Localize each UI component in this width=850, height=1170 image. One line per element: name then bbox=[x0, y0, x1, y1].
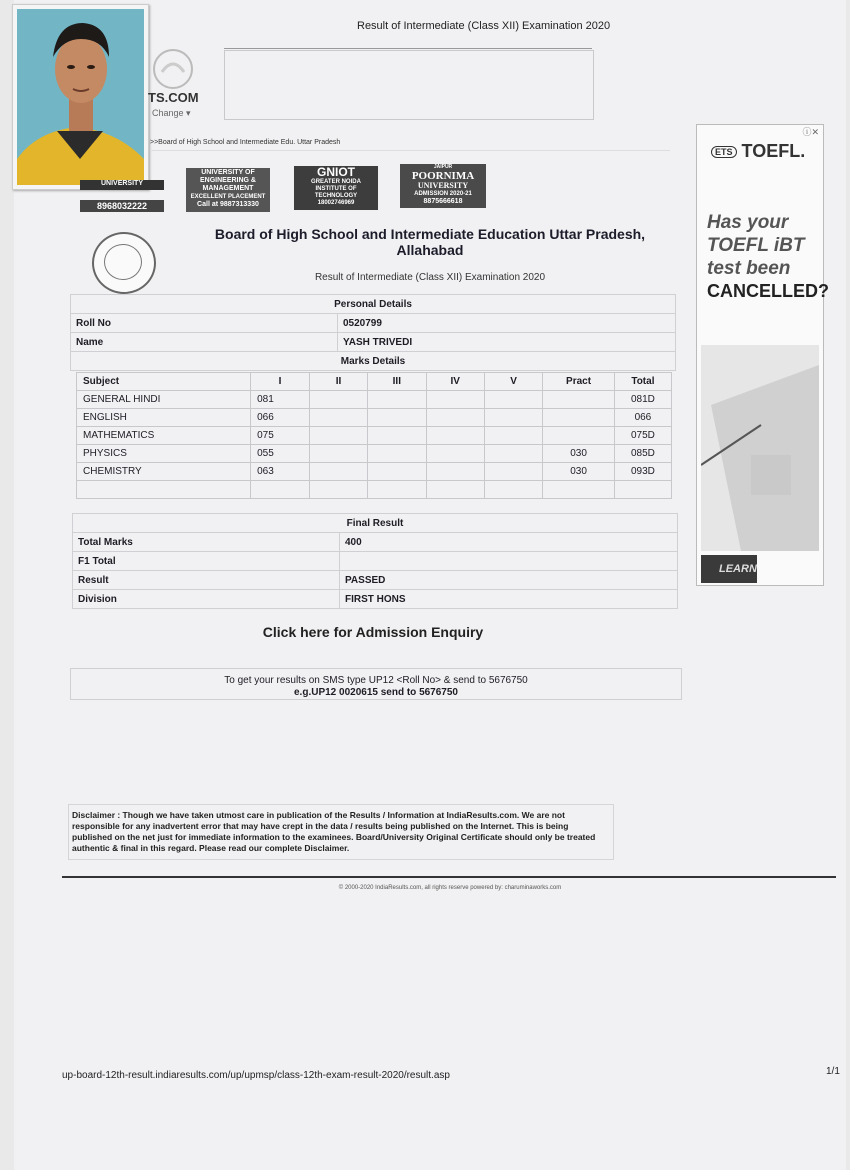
board-title-line1: Board of High School and Intermediate Education Uttar Pradesh, bbox=[214, 226, 646, 242]
breadcrumb[interactable]: >>Board of High School and Intermediate Edu. Uttar Pradesh bbox=[150, 139, 341, 146]
disclaimer-box: Disclaimer : Though we have taken utmost care in publication of the Results / Information at IndiaResults.com. We are not responsible for any inadvertent error that may have crept in the data / results being published on the Internet. This is being published on the net just for immediate information to the examinees. Board/University Original Certificate should only be treated authentic & final in this regard. Please read our complete Disclaimer. bbox=[68, 804, 614, 860]
ad-close-icon[interactable]: ⓘ✕ bbox=[802, 127, 819, 137]
division-value: FIRST HONS bbox=[340, 590, 678, 609]
total-marks-value: 400 bbox=[340, 533, 678, 552]
page-number: 1/1 bbox=[826, 1066, 840, 1077]
final-heading: Final Result bbox=[73, 514, 678, 533]
engineering-banner[interactable] bbox=[186, 168, 270, 212]
ad-headline bbox=[707, 211, 829, 303]
exam-subtitle: Result of Intermediate (Class XII) Examination 2020 bbox=[314, 272, 546, 283]
site-logo-icon bbox=[150, 48, 196, 95]
subject-cell: ENGLISH bbox=[77, 409, 251, 427]
change-link[interactable]: Change ▾ bbox=[152, 108, 191, 118]
gniot-banner[interactable] bbox=[294, 166, 378, 210]
copyright-text: © 2000-2020 IndiaResults.com, all rights reserve powered by: charuminaworks.com bbox=[338, 885, 562, 891]
breadcrumb-divider bbox=[150, 150, 670, 151]
ad-learn-button[interactable]: LEARN bbox=[701, 555, 757, 583]
banner-text: ENGINEERING & bbox=[199, 177, 256, 184]
f1-total-label: F1 Total bbox=[73, 552, 340, 571]
f1-total-value bbox=[340, 552, 678, 571]
pract-cell bbox=[543, 391, 615, 409]
banner-phone: 8968032222 bbox=[80, 200, 164, 212]
banner-text: MANAGEMENT bbox=[202, 185, 254, 192]
banner-text: INSTITUTE OF bbox=[315, 186, 357, 192]
personal-heading: Personal Details bbox=[71, 295, 676, 314]
table-row bbox=[77, 463, 672, 481]
ad-headline-line: Has your bbox=[707, 212, 789, 233]
theory-cell: 066 bbox=[251, 409, 310, 427]
toefl-ad[interactable] bbox=[696, 124, 829, 586]
pract-cell bbox=[543, 427, 615, 445]
personal-details-section bbox=[70, 294, 676, 371]
total-marks-label: Total Marks bbox=[73, 533, 340, 552]
banner-phone: Call at 9887313330 bbox=[197, 201, 259, 208]
header-ad-box bbox=[224, 50, 594, 120]
banner-text: POORNIMA bbox=[411, 170, 475, 182]
ad-image bbox=[701, 345, 819, 551]
total-cell: 066 bbox=[614, 409, 671, 427]
roll-value: 0520799 bbox=[338, 314, 676, 333]
col-pract: Pract bbox=[543, 373, 615, 391]
col-iii: III bbox=[368, 373, 426, 391]
theory-cell: 075 bbox=[251, 427, 310, 445]
col-total: Total bbox=[614, 373, 671, 391]
sms-line1: To get your results on SMS type UP12 <Roll No> & send to 5676750 bbox=[224, 675, 528, 686]
subject-cell: CHEMISTRY bbox=[77, 463, 251, 481]
subject-cell: GENERAL HINDI bbox=[77, 391, 251, 409]
toefl-brand: TOEFL. bbox=[741, 141, 806, 161]
table-row bbox=[77, 409, 672, 427]
footer-divider bbox=[62, 876, 836, 878]
university-banner-1[interactable] bbox=[80, 180, 164, 212]
sms-line2: e.g.UP12 0020615 send to 5676750 bbox=[294, 687, 458, 698]
banner-phone: 18002746969 bbox=[317, 200, 355, 206]
banner-text: GREATER NOIDA bbox=[311, 179, 361, 185]
name-label: Name bbox=[71, 333, 338, 352]
banner-text: GNIOT bbox=[317, 165, 355, 179]
ad-headline-line: CANCELLED? bbox=[707, 281, 829, 301]
banner-text: UNIVERSITY OF bbox=[201, 169, 255, 176]
ad-headline-line: test been bbox=[707, 258, 791, 279]
marks-table bbox=[76, 372, 672, 499]
theory-cell: 063 bbox=[251, 463, 310, 481]
total-cell: 085D bbox=[614, 445, 671, 463]
division-label: Division bbox=[73, 590, 340, 609]
col-iv: IV bbox=[426, 373, 484, 391]
banner-text: TECHNOLOGY bbox=[314, 193, 358, 199]
site-brand: TS.COM bbox=[148, 90, 199, 105]
total-cell: 093D bbox=[614, 463, 671, 481]
total-cell: 075D bbox=[614, 427, 671, 445]
total-cell: 081D bbox=[614, 391, 671, 409]
table-row bbox=[77, 481, 672, 499]
toefl-logo bbox=[711, 141, 805, 162]
table-row bbox=[77, 445, 672, 463]
up-seal-icon bbox=[92, 232, 156, 294]
header-title: Result of Intermediate (Class XII) Examination 2020 bbox=[357, 20, 611, 32]
banner-text: EXCELLENT PLACEMENT bbox=[190, 194, 266, 200]
banner-text: JAIPUR bbox=[433, 164, 453, 170]
banner-text: ADMISSION 2020-21 bbox=[414, 191, 472, 197]
student-photo bbox=[12, 4, 149, 190]
name-value: YASH TRIVEDI bbox=[338, 333, 676, 352]
ets-logo: ETS bbox=[711, 146, 737, 158]
banner-text: UNIVERSITY bbox=[80, 180, 164, 190]
page-url: up-board-12th-result.indiaresults.com/up/upmsp/class-12th-exam-result-2020/result.asp bbox=[62, 1070, 450, 1081]
subject-cell: PHYSICS bbox=[77, 445, 251, 463]
board-title-line2: Allahabad bbox=[396, 242, 464, 258]
col-i: I bbox=[251, 373, 310, 391]
roll-label: Roll No bbox=[71, 314, 338, 333]
header-divider bbox=[224, 48, 592, 49]
final-result-section bbox=[72, 513, 678, 609]
theory-cell: 055 bbox=[251, 445, 310, 463]
col-subject: Subject bbox=[77, 373, 251, 391]
col-ii: II bbox=[309, 373, 367, 391]
result-label: Result bbox=[73, 571, 340, 590]
ad-headline-line: TOEFL iBT bbox=[707, 235, 805, 256]
result-value: PASSED bbox=[340, 571, 678, 590]
table-row bbox=[77, 427, 672, 445]
sms-info-box bbox=[70, 668, 682, 700]
pract-cell bbox=[543, 409, 615, 427]
marks-heading: Marks Details bbox=[71, 352, 676, 371]
pract-cell: 030 bbox=[543, 445, 615, 463]
theory-cell: 081 bbox=[251, 391, 310, 409]
subject-cell: MATHEMATICS bbox=[77, 427, 251, 445]
poornima-banner[interactable] bbox=[400, 164, 486, 208]
col-v: V bbox=[484, 373, 542, 391]
table-row bbox=[77, 391, 672, 409]
banner-text: UNIVERSITY bbox=[417, 181, 469, 190]
board-title bbox=[200, 226, 660, 258]
banner-phone: 8875666618 bbox=[423, 198, 463, 205]
pract-cell: 030 bbox=[543, 463, 615, 481]
admission-enquiry-link[interactable]: Click here for Admission Enquiry bbox=[262, 624, 484, 640]
